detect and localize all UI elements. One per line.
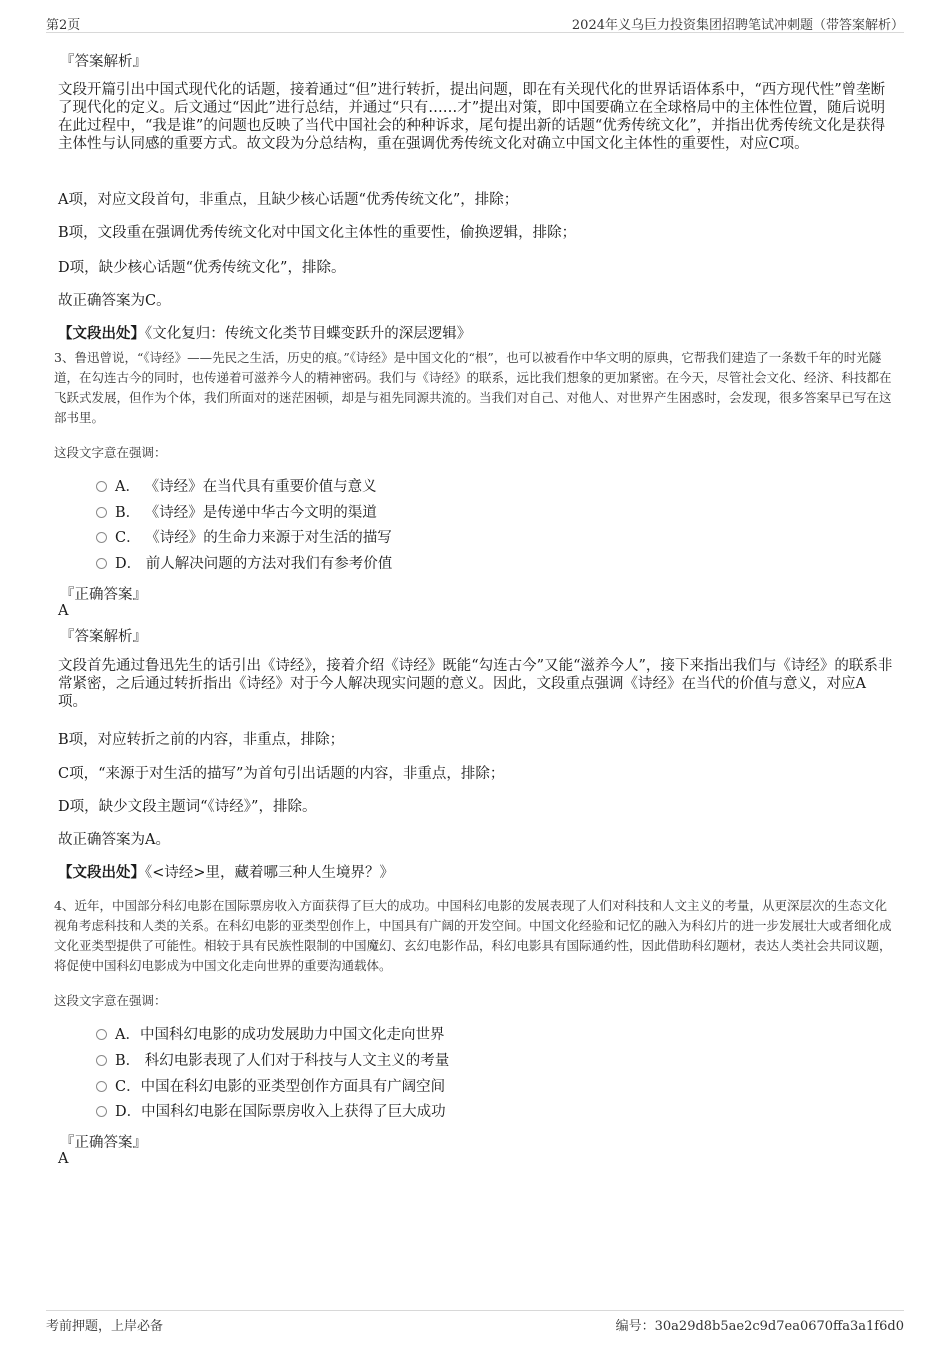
- q3-option-c[interactable]: [96, 527, 392, 549]
- q3-option-b-label: B． 《诗经》是传递中华古今文明的渠道: [115, 505, 377, 521]
- radio-icon[interactable]: [96, 481, 107, 492]
- q3-option-a-label: A． 《诗经》在当代具有重要价值与意义: [115, 479, 377, 495]
- q4-option-d[interactable]: [96, 1101, 446, 1123]
- q4-option-b-label: B． 科幻电影表现了人们对于科技与人文主义的考量: [115, 1053, 450, 1069]
- q3-option-c-explanation: C项，“来源于对生活的描写”为首句引出话题的内容，非重点，排除；: [58, 766, 505, 782]
- q3-conclusion: 故正确答案为A。: [58, 832, 170, 848]
- q3-prompt: 这段文字意在强调：: [54, 445, 167, 460]
- footer-slogan: 考前押题，上岸必备: [46, 1319, 164, 1334]
- q3-source-label: 【文段出处】: [58, 864, 145, 881]
- q2-source-text: 《文化复归：传统文化类节目蝶变跃升的深层逻辑》: [145, 326, 472, 342]
- radio-icon[interactable]: [96, 507, 107, 518]
- q2-source-label: 【文段出处】: [58, 325, 145, 342]
- document-title: 2024年义乌巨力投资集团招聘笔试冲刺题（带答案解析）: [571, 18, 904, 33]
- footer-serial: 编号：30a29d8b5ae2c9d7ea0670ffa3a1f6d0: [615, 1319, 904, 1334]
- q4-prompt: 这段文字意在强调：: [54, 993, 167, 1008]
- q4-option-b[interactable]: [96, 1050, 449, 1072]
- q2-source: [58, 322, 471, 343]
- q3-option-b[interactable]: [96, 502, 377, 524]
- q3-answer-heading: 『正确答案』: [60, 587, 147, 603]
- radio-icon[interactable]: [96, 532, 107, 543]
- q4-option-c[interactable]: [96, 1076, 445, 1098]
- radio-icon[interactable]: [96, 1029, 107, 1040]
- q2-analysis-paragraph: 文段开篇引出中国式现代化的话题，接着通过“但”进行转折，提出问题，即在有关现代化的世界话语体系中，“西方现代性”曾垄断了现代化的定义。后文通过“因此”进行总结，并通过“只有……才”提出对策，即中国要确立在全球格局中的主体性位置，随后说明在此过程中，“我是谁”的问题也反映了当代中国社会的种种诉求，尾句提出新的话题“优秀传统文化”，并指出优秀传统文化是获得主体性与认同感的重要方式。故文段为分总结构，重在强调优秀传统文化对确立中国文化主体性的重要性，对应C项。: [58, 82, 886, 152]
- q3-option-d[interactable]: [96, 553, 392, 575]
- q3-analysis-paragraph: 文段首先通过鲁迅先生的话引出《诗经》，接着介绍《诗经》既能“勾连古今”又能“滋养今人”，接下来指出我们与《诗经》的联系非常紧密，之后通过转折指出《诗经》对于今人解决现实问题的意义。因此，文段重点强调《诗经》在当代的价值与意义，对应A项。: [58, 658, 893, 710]
- q4-option-a-label: A．中国科幻电影的成功发展助力中国文化走向世界: [115, 1027, 445, 1043]
- q3-answer: A: [58, 603, 69, 619]
- q2-option-b-explanation: B项，文段重在强调优秀传统文化对中国文化主体性的重要性，偷换逻辑，排除；: [58, 225, 577, 241]
- q4-question-text: 4、近年，中国部分科幻电影在国际票房收入方面获得了巨大的成功。中国科幻电影的发展表现了人们对科技和人文主义的考量，从更深层次的生态文化视角考虑科技和人类的关系。在科幻电影的亚类型创作上，中国具有广阔的开发空间。中国文化经验和记忆的融入为科幻片的进一步发展壮大或者细化成文化亚类型提供了可能性。相较于具有民族性限制的中国魔幻、玄幻电影作品，科幻电影具有国际通约性，因此借助科幻题材，表达人类社会共同议题，将促使中国科幻电影成为中国文化走向世界的重要沟通载体。: [54, 898, 892, 973]
- q2-option-d-explanation: D项，缺少核心话题“优秀传统文化”，排除。: [58, 260, 346, 276]
- q4-option-a[interactable]: [96, 1024, 444, 1046]
- q3-source: [58, 861, 394, 882]
- q3-source-text: 《<诗经>里，藏着哪三种人生境界？》: [145, 865, 395, 881]
- q4-answer: A: [58, 1151, 69, 1167]
- q2-option-a-explanation: A项，对应文段首句，非重点，且缺少核心话题“优秀传统文化”，排除；: [58, 192, 519, 208]
- q4-option-c-label: C．中国在科幻电影的亚类型创作方面具有广阔空间: [115, 1079, 446, 1095]
- q3-option-d-explanation: D项，缺少文段主题词“《诗经》”，排除。: [58, 799, 317, 815]
- radio-icon[interactable]: [96, 1081, 107, 1092]
- q3-option-a[interactable]: [96, 476, 377, 498]
- q2-conclusion: 故正确答案为C。: [58, 293, 171, 309]
- q3-question-text: 3、鲁迅曾说，“《诗经》——先民之生活，历史的痕。”《诗经》是中国文化的“根”，也可以被看作中华文明的原典，它帮我们建造了一条数千年的时光隧道，在勾连古今的同时，也传递着可滋养今人的精神密码。我们与《诗经》的联系，远比我们想象的更加紧密。在今天，尽管社会文化、经济、科技都在飞跃式发展，但作为个体，我们所面对的迷茫困顿，却是与祖先同源共流的。当我们对自己、对他人、对世界产生困惑时，会发现，很多答案早已写在这部书里。: [54, 350, 892, 425]
- q3-option-d-label: D． 前人解决问题的方法对我们有参考价值: [115, 556, 393, 572]
- q2-analysis-heading: 『答案解析』: [60, 54, 147, 70]
- radio-icon[interactable]: [96, 1055, 107, 1066]
- page-header: [46, 12, 904, 33]
- q4-option-d-label: D．中国科幻电影在国际票房收入上获得了巨大成功: [115, 1104, 446, 1120]
- page-footer: [46, 1310, 904, 1334]
- q4-answer-heading: 『正确答案』: [60, 1135, 147, 1151]
- q3-option-b-explanation: B项，对应转折之前的内容，非重点，排除；: [58, 732, 345, 748]
- radio-icon[interactable]: [96, 558, 107, 569]
- radio-icon[interactable]: [96, 1106, 107, 1117]
- q3-analysis-heading: 『答案解析』: [60, 629, 147, 645]
- page-number: 第2页: [46, 18, 81, 33]
- q3-option-c-label: C． 《诗经》的生命力来源于对生活的描写: [115, 530, 392, 546]
